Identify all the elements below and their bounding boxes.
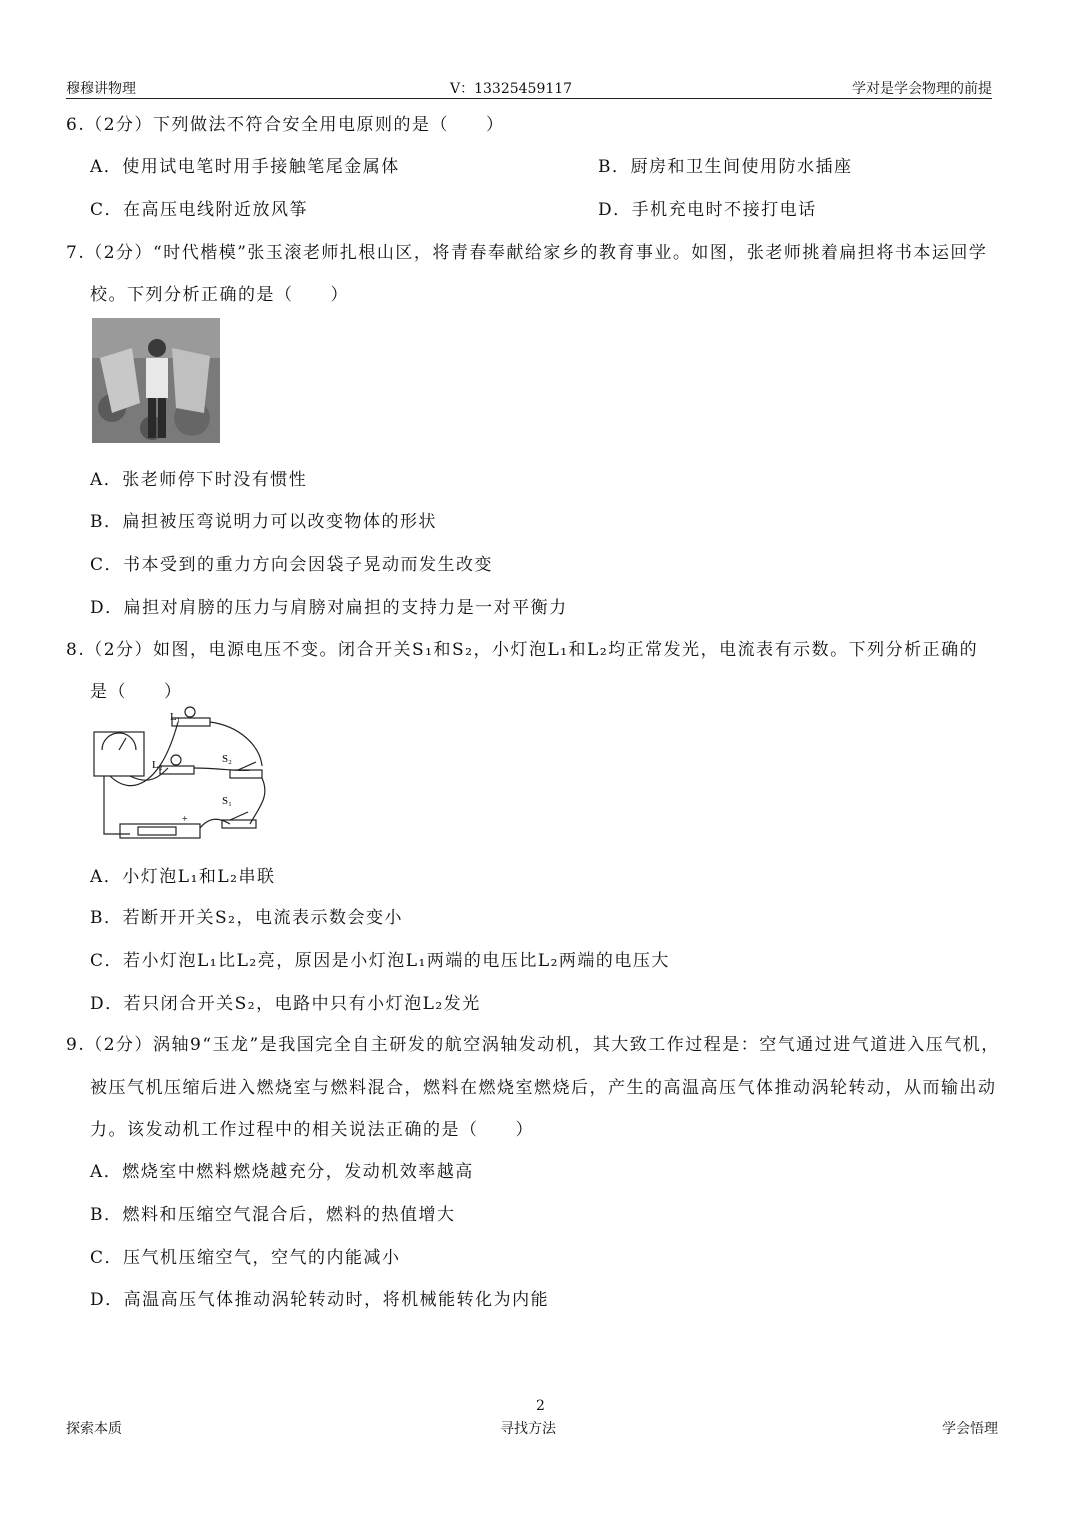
q9-stem-line3: 力。该发动机工作过程中的相关说法正确的是（ ） — [90, 1120, 534, 1140]
q8-circuit-diagram — [90, 706, 280, 846]
q6-option-a: A．使用试电笔时用手接触笔尾金属体 — [90, 157, 400, 177]
header-left: 穆穆讲物理 — [66, 81, 136, 97]
q7-option-b: B．扁担被压弯说明力可以改变物体的形状 — [90, 512, 437, 532]
q6-stem: 6.（2分）下列做法不符合安全用电原则的是（ ） — [66, 115, 505, 135]
q9-stem-line2: 被压气机压缩后进入燃烧室与燃料混合，燃料在燃烧室燃烧后，产生的高温高压气体推动涡轮转动，从而输出动 — [90, 1078, 997, 1098]
battery-holder — [120, 824, 200, 838]
q8-stem-line1: 8.（2分）如图，电源电压不变。闭合开关S₁和S₂，小灯泡L₁和L₂均正常发光，电流表有示数。下列分析正确的 — [66, 640, 979, 660]
switch-s1 — [222, 820, 256, 828]
q6-option-d: D．手机充电时不接打电话 — [598, 200, 817, 220]
q7-option-a: A．张老师停下时没有惯性 — [90, 470, 308, 490]
photo-illustration — [92, 318, 220, 443]
q9-option-a: A．燃烧室中燃料燃烧越充分，发动机效率越高 — [90, 1162, 474, 1182]
q7-option-d: D．扁担对肩膀的压力与肩膀对扁担的支持力是一对平衡力 — [90, 598, 568, 618]
q8-option-c: C．若小灯泡L₁比L₂亮，原因是小灯泡L₁两端的电压比L₂两端的电压大 — [90, 951, 670, 971]
switch-s2 — [230, 770, 262, 778]
q7-stem-line1: 7.（2分）“时代楷模”张玉滚老师扎根山区，将青春奉献给家乡的教育事业。如图，张老师挑着扁担将书本运回学 — [66, 243, 988, 263]
footer-left: 探索本质 — [66, 1421, 122, 1437]
ammeter-body — [94, 732, 144, 776]
footer-center: 寻找方法 — [500, 1421, 556, 1437]
header-center: V：13325459117 — [450, 81, 573, 97]
q7-option-c: C．书本受到的重力方向会因袋子晃动而发生改变 — [90, 555, 494, 575]
q7-stem-line2: 校。下列分析正确的是（ ） — [90, 285, 349, 305]
q6-option-c: C．在高压电线附近放风筝 — [90, 200, 309, 220]
q8-option-b: B．若断开开关S₂，电流表示数会变小 — [90, 908, 403, 928]
label-s2: S₂ — [222, 753, 232, 765]
label-s1: S₁ — [222, 795, 232, 807]
q8-stem-line2: 是（ ） — [90, 682, 183, 702]
bulb-l2 — [171, 755, 181, 765]
label-l1: L₁ — [170, 711, 181, 723]
label-l2: L₂ — [152, 759, 163, 771]
page-header — [66, 78, 992, 99]
ammeter-dial — [102, 733, 136, 750]
bulb-l1 — [185, 707, 195, 717]
q9-option-d: D．高温高压气体推动涡轮转动时，将机械能转化为内能 — [90, 1290, 550, 1310]
footer-right: 学会悟理 — [942, 1421, 998, 1437]
page-number: 2 — [536, 1398, 545, 1414]
q9-stem-line1: 9.（2分）涡轴9“玉龙”是我国完全自主研发的航空涡轴发动机，其大致工作过程是：空气通过进气道进入压气机， — [66, 1035, 1000, 1055]
header-right: 学对是学会物理的前提 — [852, 81, 992, 97]
q8-option-d: D．若只闭合开关S₂，电路中只有小灯泡L₂发光 — [90, 994, 481, 1014]
q9-option-b: B．燃料和压缩空气混合后，燃料的热值增大 — [90, 1205, 456, 1225]
q7-photo-teacher-carrying-pole — [92, 318, 220, 443]
label-plus: + — [182, 814, 188, 825]
q9-option-c: C．压气机压缩空气，空气的内能减小 — [90, 1248, 401, 1268]
q8-option-a: A．小灯泡L₁和L₂串联 — [90, 867, 276, 887]
q6-option-b: B．厨房和卫生间使用防水插座 — [598, 157, 853, 177]
